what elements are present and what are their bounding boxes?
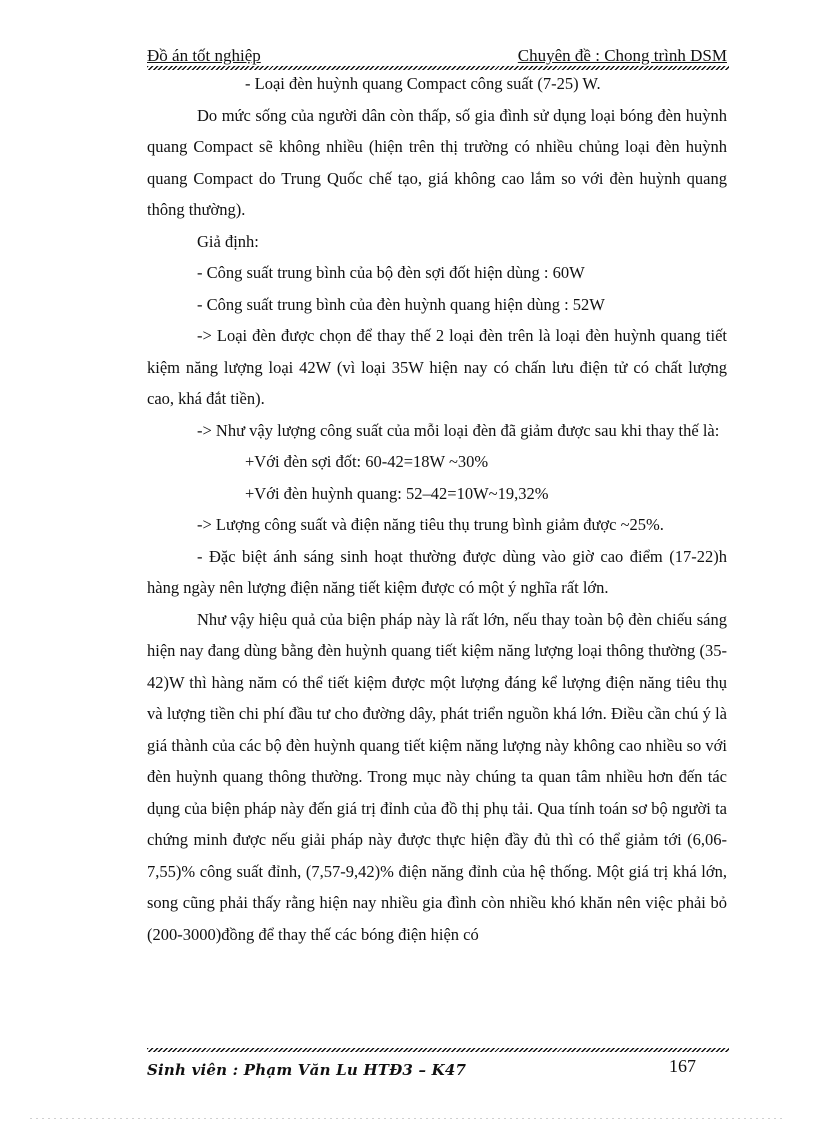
paragraph: -> Như vậy lượng công suất của mỗi loại đèn đã giảm được sau khi thay thế là: — [197, 420, 720, 440]
paragraph: -> Lượng công suất và điện năng tiêu thụ trung bình giảm được ~25%. — [197, 515, 664, 534]
paragraph: Như vậy hiệu quả của biện pháp này là rất lớn, nếu thay toàn bộ đèn chiếu sáng hiện nay đang dùng bằng đèn huỳnh quang tiết kiệm năng lượng loại thông thường (35-42)W thì hàng năm có thể tiết kiệm được một lượng đáng kể lượng điện năng tiêu thụ và lượng tiền chi phí đầu tư cho đường dây, phát triển nguồn khá lớn. Điều cần chú ý là giá thành của các bộ đèn huỳnh quang tiết kiệm năng lượng này không cao nhiều so với đèn huỳnh quang thông thường. Trong mục này chúng ta quan tâm nhiều hơn đến tác dụng của biện pháp này đến giá trị đỉnh của đồ thị phụ tải. Qua tính toán sơ bộ người ta chứng minh được nếu giải pháp này được thực hiện đầy đủ thì có thể giảm tới (6,06-7,55)% công suất đỉnh, (7,57-9,42)% điện năng đỉnh của hệ thống. Một giá trị khá lớn, song cũng phải thấy rằng hiện nay nhiều gia đình còn nhiều khó khăn nên việc phải bỏ (200-3000)đồng để thay thế các bóng điện hiện có — [147, 609, 727, 944]
page-edge-dotted-line — [30, 1118, 786, 1119]
paragraph: - Công suất trung bình của đèn huỳnh quang hiện dùng : 52W — [197, 294, 605, 314]
paragraph: - Công suất trung bình của bộ đèn sợi đốt hiện dùng : 60W — [197, 263, 585, 282]
page-footer — [147, 1056, 727, 1082]
header-thesis-title: Đồ án tốt nghiệp — [147, 46, 261, 65]
paragraph: +Với đèn huỳnh quang: 52–42=10W~19,32% — [245, 483, 549, 503]
footer-student-name: Sinh viên : Phạm Văn Lu HTĐ3 – K47 — [147, 1061, 467, 1079]
document-body — [147, 68, 727, 950]
paragraph: - Loại đèn huỳnh quang Compact công suất (7-25) W. — [245, 74, 601, 93]
paragraph: Do mức sống của người dân còn thấp, số gia đình sử dụng loại bóng đèn huỳnh quang Compact sẽ không nhiều (hiện trên thị trường có nhiều chủng loại đèn huỳnh quang Compact do Trung Quốc chế tạo, giá không cao lắm so với đèn huỳnh quang thông thường). — [147, 105, 727, 219]
page-header — [147, 46, 727, 68]
paragraph: Giả định: — [197, 231, 259, 251]
footer-divider — [147, 1048, 729, 1052]
header-chapter-title: Chuyên đề : Chong trình DSM — [517, 46, 727, 65]
paragraph: -> Loại đèn được chọn để thay thế 2 loại đèn trên là loại đèn huỳnh quang tiết kiệm năng lượng loại 42W (vì loại 35W hiện nay có chấn lưu điện tử có chất lượng cao, khá đắt tiền). — [147, 326, 727, 408]
paragraph: - Đặc biệt ánh sáng sinh hoạt thường được dùng vào giờ cao điểm (17-22)h hàng ngày nên lượng điện năng tiết kiệm được có một ý nghĩa rất lớn. — [147, 546, 727, 597]
paragraph: +Với đèn sợi đốt: 60-42=18W ~30% — [245, 452, 489, 471]
page-number: 167 — [669, 1056, 696, 1076]
